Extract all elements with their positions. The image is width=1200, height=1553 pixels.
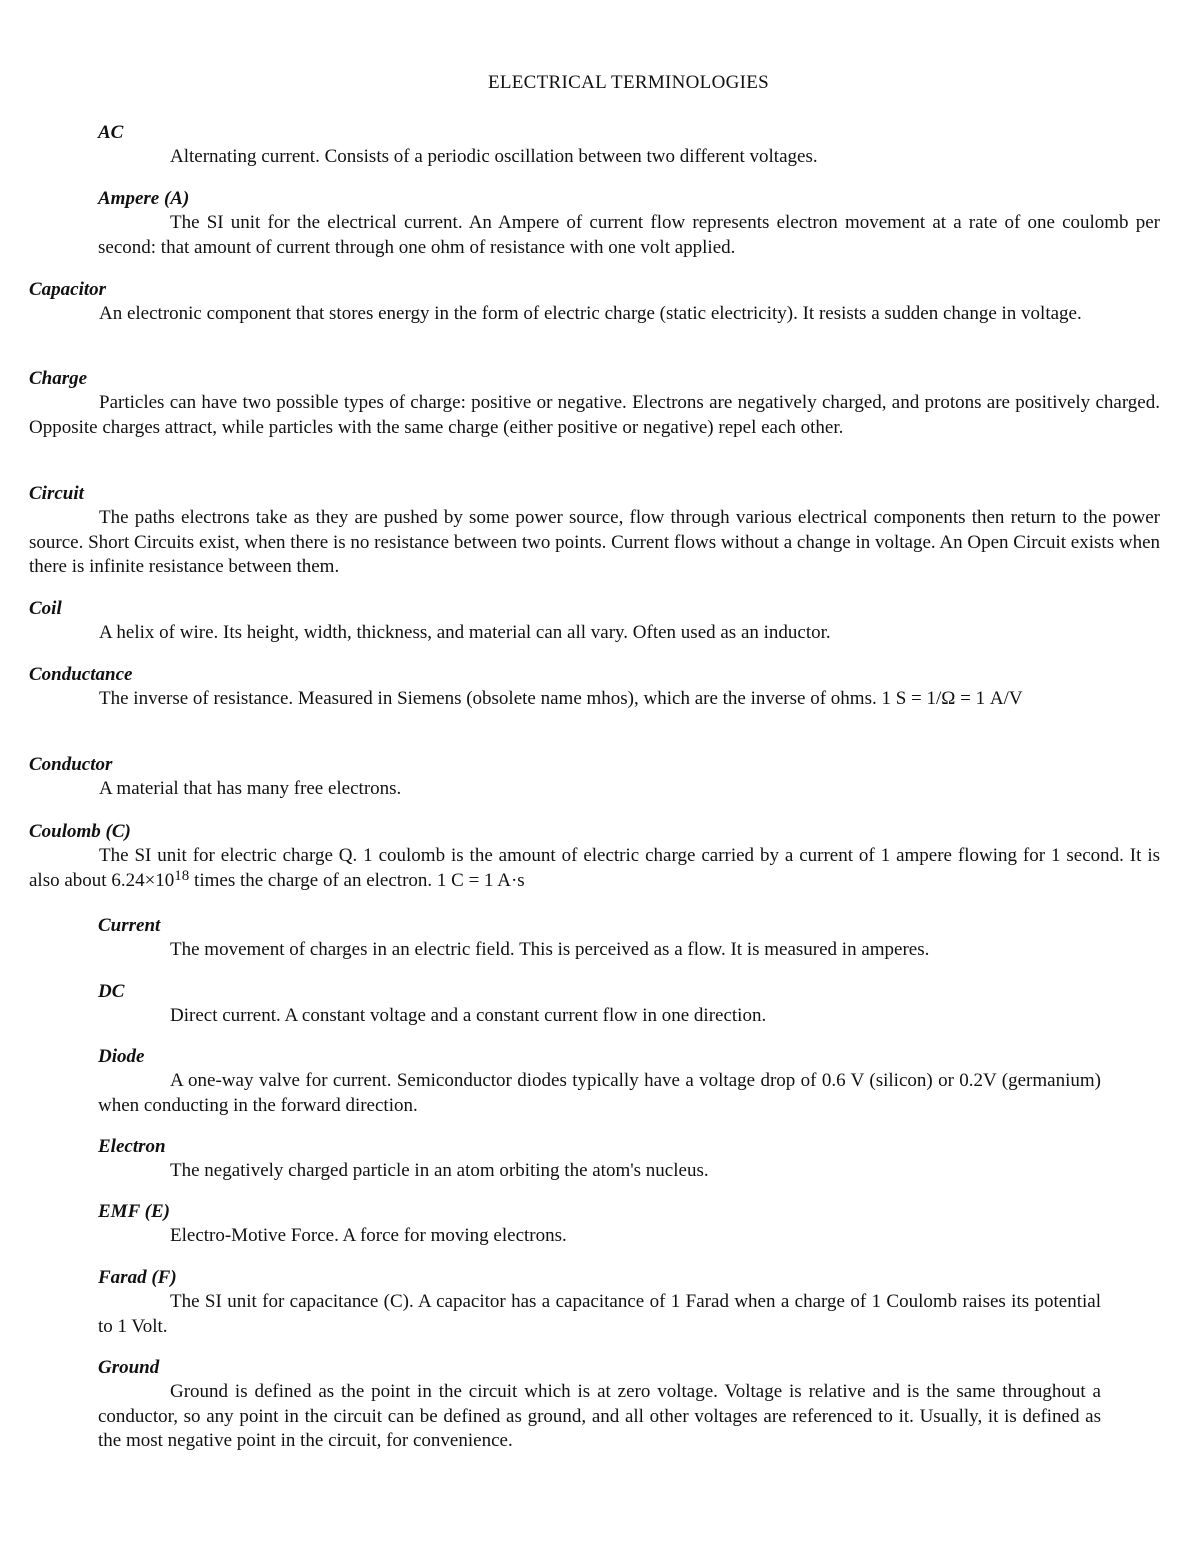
definition-conductor: A material that has many free electrons.: [99, 778, 402, 799]
entry-conductor: [29, 753, 1160, 802]
term-electron: Electron: [98, 1136, 166, 1157]
entry-ac: [98, 121, 1160, 170]
definition-ampere: The SI unit for the electrical current. An Ampere of current flow represents electron movement at a rate of one coulomb per second: that amount of current through one ohm of resistance with one volt applied.: [98, 212, 1160, 258]
entry-emf: [98, 1200, 1101, 1249]
definition-ac: Alternating current. Consists of a periodic oscillation between two different voltages.: [170, 146, 818, 167]
term-coil: Coil: [29, 598, 62, 619]
entry-conductance: [29, 663, 1160, 712]
entry-diode: [98, 1045, 1101, 1118]
term-farad: Farad (F): [98, 1267, 177, 1288]
term-ground: Ground: [98, 1357, 160, 1378]
term-capacitor: Capacitor: [29, 279, 107, 300]
entry-ampere: [98, 187, 1160, 260]
term-dc: DC: [98, 981, 125, 1002]
entry-ground: [98, 1356, 1101, 1454]
definition-coulomb: [29, 844, 1160, 893]
entry-capacitor: [29, 278, 1160, 327]
definition-farad: The SI unit for capacitance (C). A capacitor has a capacitance of 1 Farad when a charge of 1 Coulomb raises its potential to 1 Volt.: [98, 1291, 1101, 1337]
entry-charge: [29, 367, 1160, 440]
entry-farad: [98, 1266, 1101, 1339]
definition-electron: The negatively charged particle in an atom orbiting the atom's nucleus.: [170, 1160, 709, 1181]
term-ampere: Ampere (A): [98, 188, 190, 209]
term-coulomb: Coulomb (C): [29, 821, 131, 842]
term-ac: AC: [98, 122, 124, 143]
term-charge: Charge: [29, 368, 88, 389]
definition-circuit: The paths electrons take as they are pushed by some power source, flow through various electrical components then return to the power source. Short Circuits exist, when there is no resistance between two points. Current flows without a change in voltage. An Open Circuit exists when there is infinite resistance between them.: [29, 507, 1160, 577]
exponent: 18: [174, 867, 190, 884]
definition-conductance: The inverse of resistance. Measured in Siemens (obsolete name mhos), which are the inverse of ohms. 1 S = 1/Ω = 1 A/V: [99, 688, 1023, 709]
term-circuit: Circuit: [29, 483, 84, 504]
definition-coil: A helix of wire. Its height, width, thickness, and material can all vary. Often used as an inductor.: [99, 622, 831, 643]
definition-diode: A one-way valve for current. Semiconductor diodes typically have a voltage drop of 0.6 V (silicon) or 0.2V (germanium) when conducting in the forward direction.: [98, 1070, 1101, 1116]
entry-coulomb: [29, 820, 1160, 893]
definition-dc: Direct current. A constant voltage and a constant current flow in one direction.: [170, 1005, 767, 1026]
term-conductor: Conductor: [29, 754, 113, 775]
definition-current: The movement of charges in an electric field. This is perceived as a flow. It is measured in amperes.: [170, 939, 930, 960]
entry-circuit: [29, 482, 1160, 580]
definition-charge: Particles can have two possible types of charge: positive or negative. Electrons are negatively charged, and protons are positively charged. Opposite charges attract, while particles with the same charge (either positive or negative) repel each other.: [29, 392, 1160, 438]
term-diode: Diode: [98, 1046, 145, 1067]
definition-coulomb-text: The SI unit for electric charge Q. 1 coulomb is the amount of electric charge carried by a current of 1 ampere flowing for 1 second. It is also about 6.24×10: [29, 845, 1160, 891]
definition-coulomb-text-end: times the charge of an electron. 1 C = 1 A·s: [189, 869, 525, 891]
term-current: Current: [98, 915, 161, 936]
definition-emf: Electro-Motive Force. A force for moving electrons.: [170, 1225, 567, 1246]
entry-dc: [98, 980, 1101, 1029]
entry-electron: [98, 1135, 1101, 1184]
definition-ground: Ground is defined as the point in the circuit which is at zero voltage. Voltage is relative and is the same throughout a conductor, so any point in the circuit can be defined as ground, and all other voltages are referenced to it. Usually, it is defined as the most negative point in the circuit, for convenience.: [98, 1381, 1101, 1451]
term-emf: EMF (E): [98, 1201, 170, 1222]
entry-current: [98, 914, 1101, 963]
definition-capacitor: An electronic component that stores energy in the form of electric charge (static electricity). It resists a sudden change in voltage.: [99, 303, 1082, 324]
document-title: ELECTRICAL TERMINOLOGIES: [487, 72, 770, 93]
entry-coil: [29, 597, 1160, 646]
term-conductance: Conductance: [29, 664, 133, 685]
